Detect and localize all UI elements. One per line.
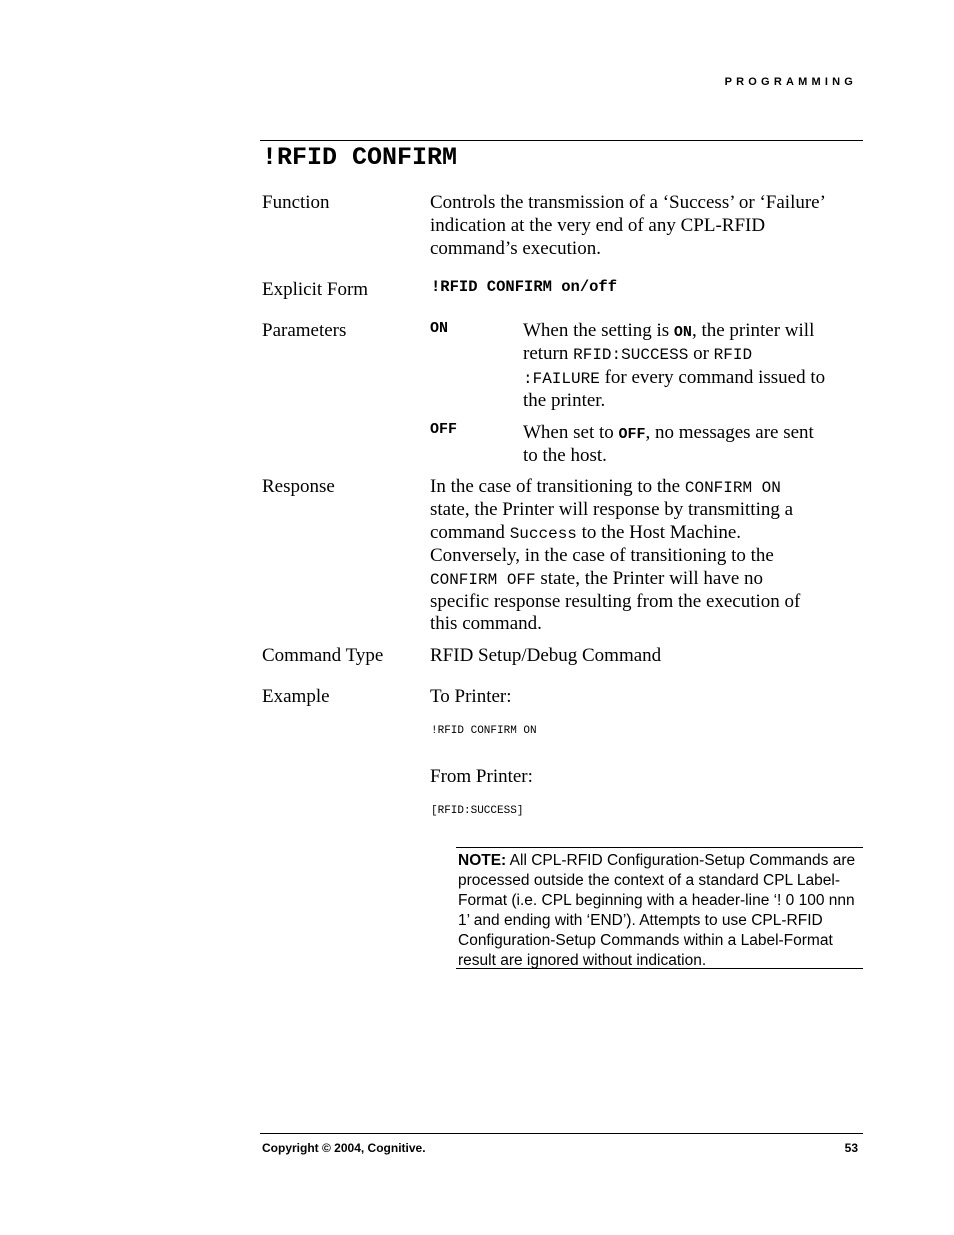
example-label: Example [262, 686, 330, 707]
function-line-2: indication at the very end of any CPL-RFID [430, 215, 766, 236]
response-line-3: command Success to the Host Machine. [430, 522, 742, 543]
param-off-line-1: When set to OFF, no messages are sent [523, 422, 814, 443]
response-line-1: In the case of transitioning to the CONFIRM ON [430, 476, 781, 497]
command-type-value: RFID Setup/Debug Command [430, 645, 662, 666]
example-to-printer: To Printer: [430, 686, 512, 707]
response-line-2: state, the Printer will response by transmitting a [430, 499, 794, 520]
response-label: Response [262, 476, 335, 497]
running-head: PROGRAMMING [724, 76, 857, 88]
page-title: !RFID CONFIRM [262, 143, 458, 172]
function-line-1: Controls the transmission of a ‘Success’ or ‘Failure’ [430, 192, 826, 213]
function-line-3: command’s execution. [430, 238, 601, 259]
function-label: Function [262, 192, 330, 213]
example-to-code: !RFID CONFIRM ON [431, 725, 537, 737]
param-off-line-2: to the host. [523, 445, 607, 466]
explicit-form-label: Explicit Form [262, 279, 369, 300]
param-on-line-3: :FAILURE for every command issued to [523, 367, 826, 388]
note-text: NOTE: All CPL-RFID Configuration-Setup Commands are processed outside the context of a standard CPL Label-Format (i.e. CPL beginning with a header-line ‘! 0 100 nnn 1’ and ending with ‘END’). Attempts to use CPL-RFID Configuration-Setup Commands within a Label-Format result are ignored without indication. [458, 852, 856, 969]
note-box [456, 847, 863, 969]
explicit-form-value: !RFID CONFIRM on/off [431, 278, 618, 296]
example-from-code: [RFID:SUCCESS] [431, 805, 524, 817]
response-line-7: this command. [430, 613, 542, 634]
param-on-line-1: When the setting is ON, the printer will [523, 320, 815, 341]
parameters-label: Parameters [262, 320, 347, 341]
param-on-line-2: return RFID:SUCCESS or RFID [523, 343, 753, 364]
footer-rule [260, 1133, 863, 1134]
page-number: 53 [844, 1141, 858, 1155]
param-on-line-4: the printer. [523, 390, 606, 411]
command-type-label: Command Type [262, 645, 384, 666]
note-label: NOTE: [458, 852, 507, 869]
response-line-4: Conversely, in the case of transitioning to the [430, 545, 774, 566]
footer-copyright: Copyright © 2004, Cognitive. [262, 1141, 426, 1155]
response-line-6: specific response resulting from the execution of [430, 591, 801, 612]
response-line-5: CONFIRM OFF state, the Printer will have no [430, 568, 764, 589]
param-off-name: OFF [430, 421, 458, 438]
example-from-printer: From Printer: [430, 766, 533, 787]
param-on-name: ON [430, 320, 449, 337]
title-rule [260, 140, 863, 141]
